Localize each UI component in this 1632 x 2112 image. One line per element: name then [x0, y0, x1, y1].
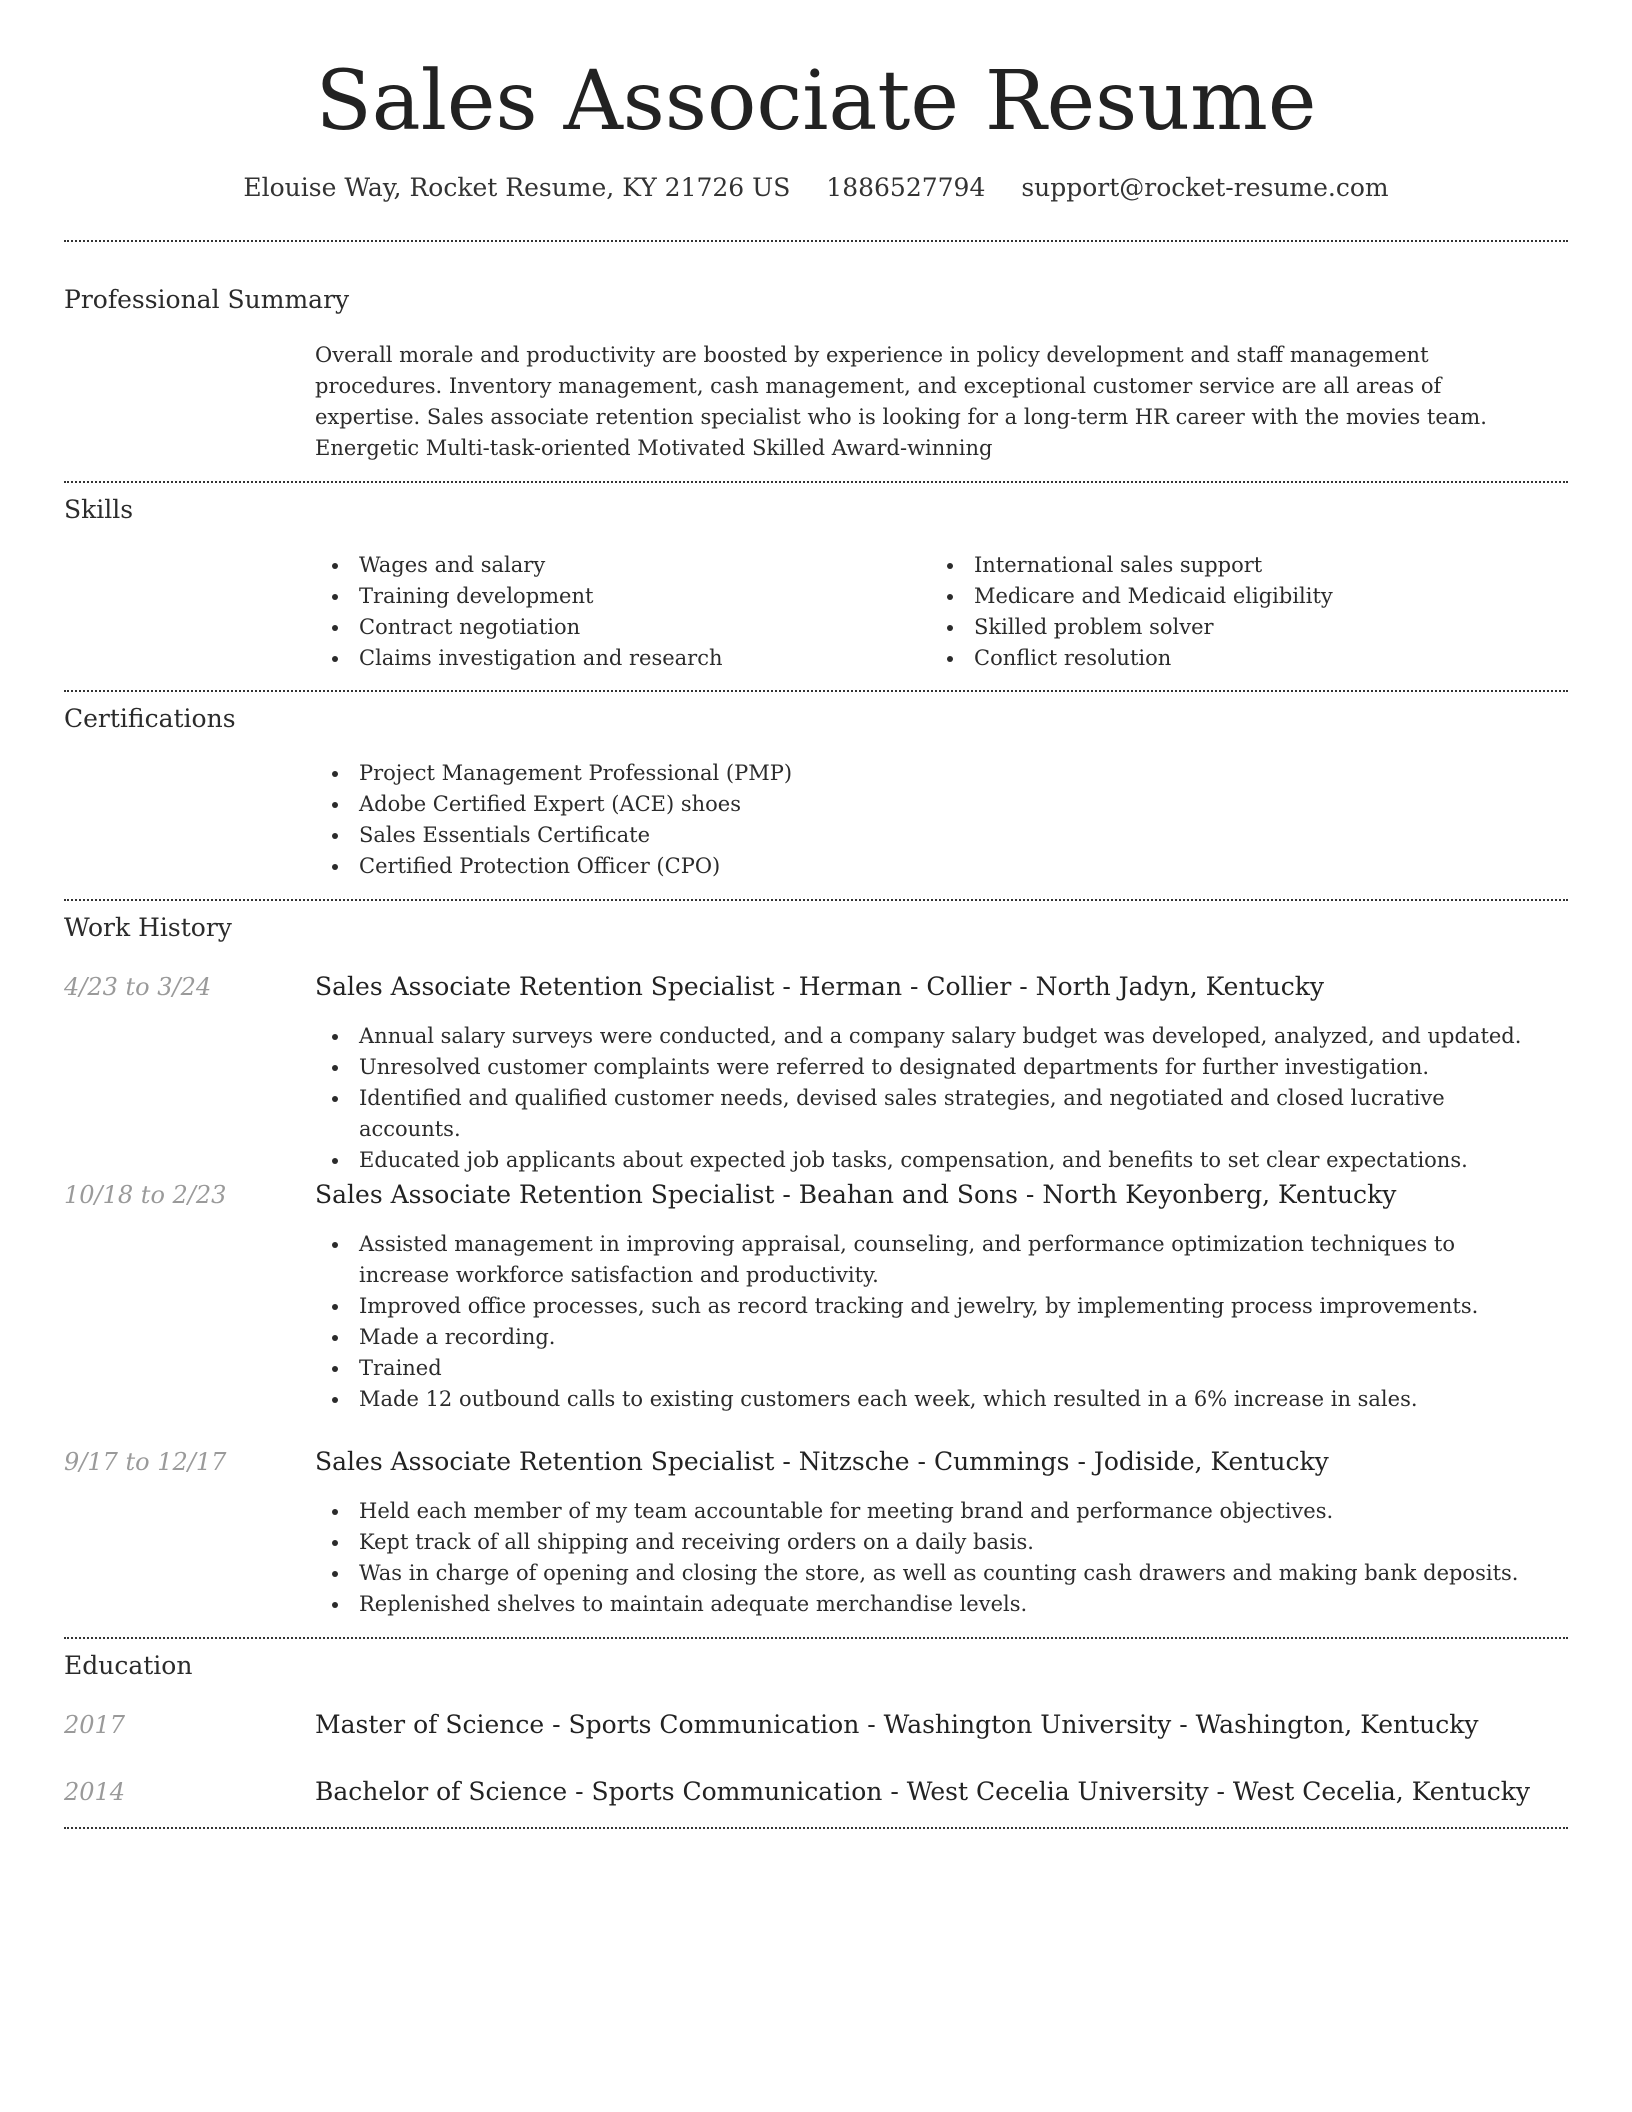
job-bullet: Improved office processes, such as record tracking and jewelry, by implementing process improvements. — [315, 1291, 1525, 1322]
skill-item: International sales support — [930, 550, 1530, 581]
summary-text: Overall morale and productivity are boosted by experience in policy development and staff management procedures. Inventory management, cash management, and exceptional customer service are all areas of expertise. Sales associate retention specialist who is looking for a long-term HR career with the movies team. Energetic Multi-task-oriented Motivated Skilled Award-winning — [315, 343, 1487, 460]
job-bullet: Held each member of my team accountable for meeting brand and performance objectives. — [315, 1496, 1525, 1527]
skills-heading: Skills — [64, 495, 134, 524]
contact-line — [0, 170, 1632, 206]
section-divider — [64, 240, 1568, 242]
section-divider — [64, 1827, 1568, 1829]
certification-item: Sales Essentials Certificate — [315, 820, 1525, 851]
job-bullet: Educated job applicants about expected job tasks, compensation, and benefits to set clear expectations. — [315, 1145, 1525, 1176]
job-bullets — [315, 1496, 1525, 1620]
summary-heading: Professional Summary — [64, 285, 350, 314]
section-divider — [64, 1637, 1568, 1639]
education-degree: Master of Science - Sports Communication - Washington University - Washington, Kentucky — [315, 1710, 1479, 1739]
skill-item: Conflict resolution — [930, 643, 1530, 674]
skill-item: Contract negotiation — [315, 612, 915, 643]
contact-phone: 1886527794 — [826, 173, 986, 202]
contact-address: Elouise Way, Rocket Resume, KY 21726 US — [243, 173, 791, 202]
skills-list-left — [315, 550, 915, 674]
education-degree: Bachelor of Science - Sports Communication - West Cecelia University - West Cecelia, Kentucky — [315, 1777, 1531, 1806]
section-divider — [64, 690, 1568, 692]
job-bullet: Assisted management in improving appraisal, counseling, and performance optimization techniques to increase workforce satisfaction and productivity. — [315, 1229, 1525, 1291]
job-bullet: Annual salary surveys were conducted, and a company salary budget was developed, analyzed, and updated. — [315, 1021, 1525, 1052]
education-heading: Education — [64, 1651, 193, 1680]
skill-item: Claims investigation and research — [315, 643, 915, 674]
work-history-heading: Work History — [64, 913, 232, 942]
job-bullet: Kept track of all shipping and receiving orders on a daily basis. — [315, 1527, 1525, 1558]
job-title: Sales Associate Retention Specialist - Herman - Collier - North Jadyn, Kentucky — [315, 972, 1324, 1001]
certification-item: Certified Protection Officer (CPO) — [315, 851, 1525, 882]
resume-title: Sales Associate Resume — [315, 54, 1317, 149]
job-bullet: Replenished shelves to maintain adequate merchandise levels. — [315, 1589, 1525, 1620]
skills-list-right — [930, 550, 1530, 674]
skill-item: Training development — [315, 581, 915, 612]
job-bullet: Was in charge of opening and closing the store, as well as counting cash drawers and making bank deposits. — [315, 1558, 1525, 1589]
section-divider — [64, 899, 1568, 901]
job-bullet: Identified and qualified customer needs, devised sales strategies, and negotiated and closed lucrative accounts. — [315, 1083, 1525, 1145]
job-title: Sales Associate Retention Specialist - Nitzsche - Cummings - Jodiside, Kentucky — [315, 1447, 1329, 1476]
job-date: 4/23 to 3/24 — [64, 973, 212, 1001]
certifications-heading: Certifications — [64, 704, 236, 733]
job-title: Sales Associate Retention Specialist - Beahan and Sons - North Keyonberg, Kentucky — [315, 1180, 1397, 1209]
education-year: 2017 — [64, 1711, 126, 1739]
contact-email: support@rocket-resume.com — [1021, 173, 1389, 202]
job-bullets — [315, 1229, 1525, 1415]
job-bullet: Made a recording. — [315, 1322, 1525, 1353]
section-divider — [64, 481, 1568, 483]
certification-item: Project Management Professional (PMP) — [315, 758, 1525, 789]
certifications-list — [315, 758, 1525, 882]
job-date: 10/18 to 2/23 — [64, 1181, 227, 1209]
job-bullets — [315, 1021, 1525, 1176]
skill-item: Medicare and Medicaid eligibility — [930, 581, 1530, 612]
job-date: 9/17 to 12/17 — [64, 1448, 227, 1476]
job-bullet: Unresolved customer complaints were referred to designated departments for further investigation. — [315, 1052, 1525, 1083]
education-year: 2014 — [64, 1778, 126, 1806]
certification-item: Adobe Certified Expert (ACE) shoes — [315, 789, 1525, 820]
job-bullet: Trained — [315, 1353, 1525, 1384]
skill-item: Wages and salary — [315, 550, 915, 581]
job-bullet: Made 12 outbound calls to existing customers each week, which resulted in a 6% increase in sales. — [315, 1384, 1525, 1415]
skill-item: Skilled problem solver — [930, 612, 1530, 643]
